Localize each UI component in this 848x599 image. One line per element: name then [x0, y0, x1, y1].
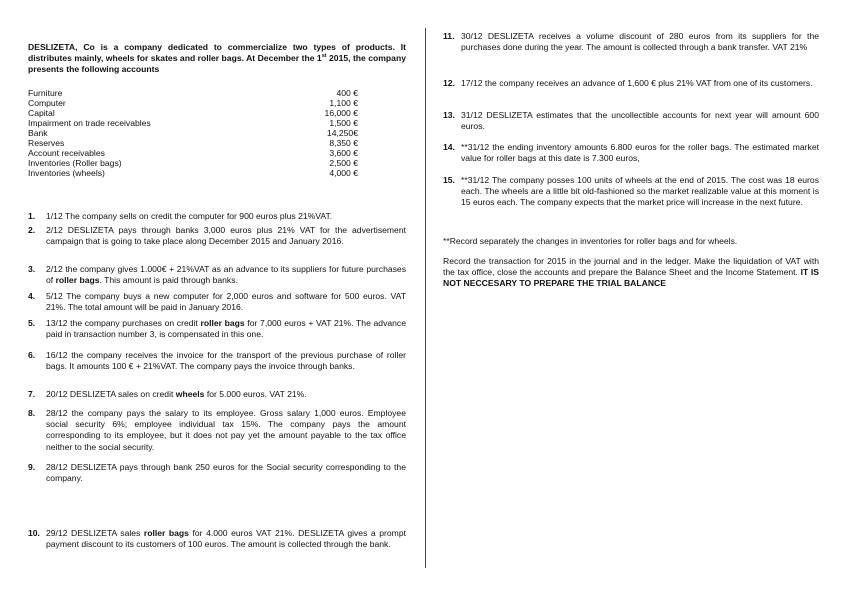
column-divider [425, 28, 426, 568]
account-row [28, 158, 358, 168]
transaction-item [443, 78, 819, 89]
transaction-item [28, 389, 406, 400]
intro-superscript: st [321, 53, 327, 60]
item-text: 2/12 the company gives 1.000€ + 21%VAT as an advance to its suppliers for future purchases of roller bags. This amount is paid through banks. [46, 264, 406, 286]
account-name: Capital [28, 108, 55, 118]
account-row [28, 128, 358, 138]
account-name: Reserves [28, 138, 65, 148]
account-row [28, 88, 358, 98]
account-value: 8,350 € [329, 138, 358, 148]
item-text: 2/12 DESLIZETA pays through banks 3,000 euros plus 21% VAT for the advertisement campaign that is going to take place along December 2015 and January 2016. [46, 225, 406, 247]
account-name: Inventories (Roller bags) [28, 158, 122, 168]
item-number: 6. [28, 350, 36, 360]
item-text: 17/12 the company receives an advance of 1,600 € plus 21% VAT from one of its customers. [461, 78, 813, 88]
transaction-item [28, 350, 406, 372]
transaction-item [28, 264, 406, 286]
transaction-item [28, 291, 406, 313]
item-number: 7. [28, 389, 36, 399]
transaction-item [28, 408, 406, 453]
transaction-item [443, 175, 819, 209]
item-text: 20/12 DESLIZETA sales on credit wheels for 5.000 euros. VAT 21%. [46, 389, 307, 399]
account-value: 14,250€ [326, 128, 358, 138]
account-row [28, 168, 358, 178]
item-text: **31/12 the ending inventory amounts 6.800 euros for the roller bags. The estimated market value for roller bags at this date is 7.300 euros, [461, 142, 819, 164]
account-name: Furniture [28, 88, 63, 98]
item-text: 1/12 The company sells on credit the computer for 900 euros plus 21%VAT. [46, 211, 333, 221]
item-text: 30/12 DESLIZETA receives a volume discount of 280 euros from its suppliers for the purchases done during the year. The amount is collected through a bank transfer. VAT 21% [461, 31, 819, 53]
transaction-item [443, 110, 819, 132]
item-text: 29/12 DESLIZETA sales roller bags for 4.000 euros VAT 21%. DESLIZETA gives a prompt payment discount to its customers of 100 euros. The amount is collected through the bank. [46, 528, 406, 550]
account-row [28, 138, 358, 148]
intro-text: DESLIZETA, Co is a company dedicated to commercialize two types of products. It distributes mainly, wheels for skates and roller bags. At December the 1 [28, 42, 406, 64]
intro-paragraph [28, 42, 406, 76]
account-row [28, 108, 358, 118]
item-text: 13/12 the company purchases on credit roller bags for 7,000 euros + VAT 21%. The advance paid in transaction number 3, is compensated in this one. [46, 318, 407, 340]
item-number: 15. [443, 175, 455, 185]
account-name: Computer [28, 98, 66, 108]
account-value: 16,000 € [324, 108, 358, 118]
inventory-note: **Record separately the changes in inventories for roller bags and for wheels. [443, 236, 738, 246]
intro-text-end: 2015, the company presents the following accounts [28, 53, 406, 75]
item-text: 31/12 DESLIZETA estimates that the uncollectible accounts for next year will amount 600 euros. [461, 110, 819, 132]
item-number: 2. [28, 225, 36, 235]
item-number: 1. [28, 211, 36, 221]
account-value: 1,100 € [329, 98, 358, 108]
account-value: 1,500 € [329, 118, 358, 128]
item-number: 9. [28, 462, 36, 472]
transaction-item [28, 225, 406, 247]
account-name: Inventories (wheels) [28, 168, 105, 178]
transaction-item [28, 318, 406, 340]
item-text: 5/12 The company buys a new computer for 2,000 euros and software for 500 euros. VAT 21%. The total amount will be paid in January 2016. [46, 291, 406, 313]
transaction-item [28, 528, 406, 550]
item-number: 8. [28, 408, 36, 418]
item-number: 4. [28, 291, 36, 301]
item-number: 5. [28, 318, 36, 328]
transaction-item [28, 211, 406, 222]
instructions-paragraph: Record the transaction for 2015 in the journal and in the ledger. Make the liquidation of VAT with the tax office, close the accounts and prepare the Balance Sheet and the Income Statement. IT IS NOT NECCESARY TO PREPARE THE TRIAL BALANCE [443, 256, 819, 289]
item-text: 28/12 DESLIZETA pays through bank 250 euros for the Social security corresponding to the company. [46, 462, 406, 484]
transaction-item [443, 142, 819, 164]
item-text: 16/12 the company receives the invoice for the transport of the previous purchase of roller bags. It amounts 100 € + 21%VAT. The company pays the invoice through banks. [46, 350, 406, 372]
item-number: 3. [28, 264, 36, 274]
account-value: 4,000 € [329, 168, 358, 178]
item-number: 12. [443, 78, 455, 88]
item-number: 10. [28, 528, 40, 538]
account-name: Bank [28, 128, 48, 138]
item-number: 14. [443, 142, 455, 152]
transaction-item [443, 31, 819, 53]
accounts-list [28, 88, 358, 178]
account-row [28, 148, 358, 158]
account-row [28, 98, 358, 108]
account-value: 3,600 € [329, 148, 358, 158]
item-text: **31/12 The company posses 100 units of wheels at the end of 2015. The cost was 18 euros each. The wheels are a little bit old-fashioned so the market realizable value at this moment is 15 euros each. The company expects that the market price will increase in the next future. [461, 175, 819, 208]
account-value: 2,500 € [329, 158, 358, 168]
account-name: Account receivables [28, 148, 105, 158]
transaction-item [28, 462, 406, 484]
account-row [28, 118, 358, 128]
item-text: 28/12 the company pays the salary to its employee. Gross salary 1,000 euros. Employee social security 6%; employee individual tax 15%. The company pays the amount corresponding to its employee, but it does not pay yet the amount payable to the tax office neither to the social security. [46, 408, 406, 452]
item-number: 13. [443, 110, 455, 120]
account-name: Impairment on trade receivables [28, 118, 151, 128]
account-value: 400 € [336, 88, 358, 98]
item-number: 11. [443, 31, 455, 41]
instructions-emphasis: IT IS NOT NECCESARY TO PREPARE THE TRIAL BALANCE [443, 267, 819, 289]
